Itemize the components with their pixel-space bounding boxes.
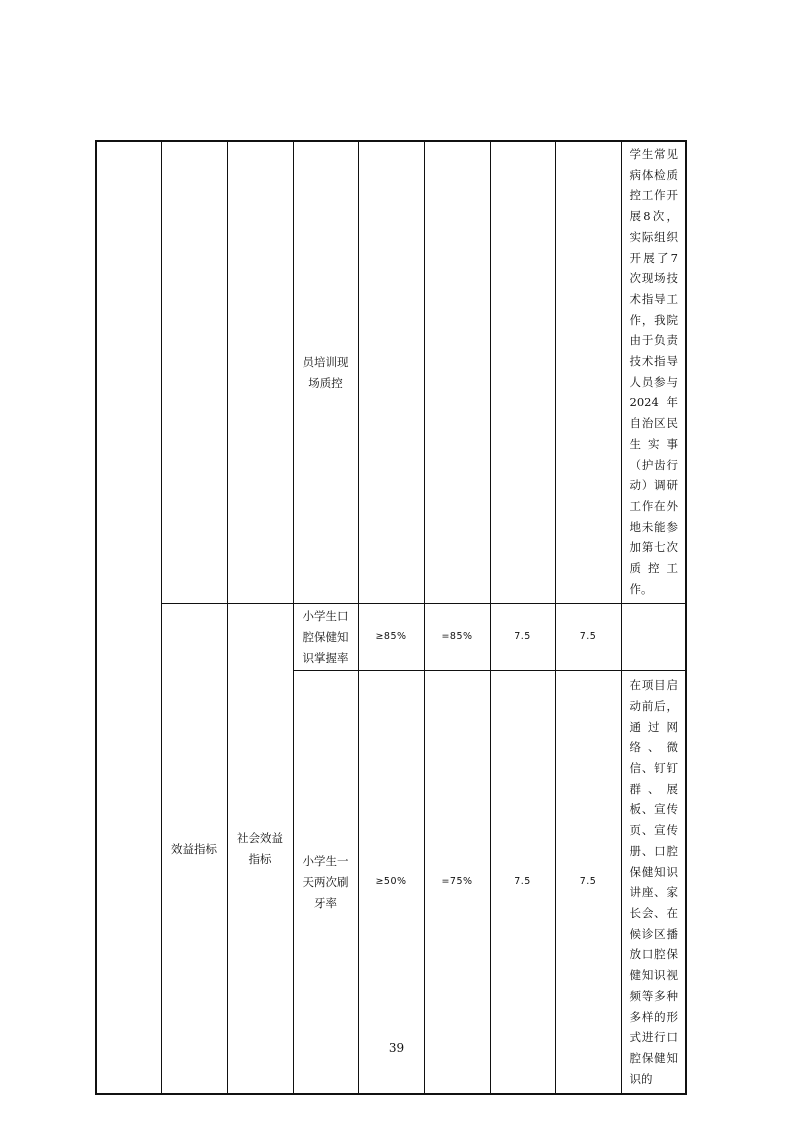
note-cell: 在项目启动前后，通过网络、微信、钉钉群、展板、宣传页、宣传册、口腔保健知识讲座、家长会、在候诊区播放口腔保健知识视频等多种多样的形式进行口腔保健知识的 <box>621 671 686 1095</box>
indicator-cell: 小学生口腔保健知识掌握率 <box>293 604 358 671</box>
note-cell: 学生常见病体检质控工作开展8次，实际组织开展了7次现场技术指导工作，我院由于负责技术指导人员参与2024年自治区民生实事（护齿行动）调研工作在外地未能参加第七次质控工作。 <box>621 141 686 604</box>
table-row <box>96 141 686 604</box>
score-cell: 7.5 <box>555 604 621 671</box>
indicator-cell: 小学生一天两次刷牙率 <box>293 671 358 1095</box>
blank-cell <box>96 141 161 1094</box>
actual-cell: =75% <box>424 671 490 1095</box>
page-number: 39 <box>388 1041 405 1055</box>
target-cell <box>358 141 424 604</box>
table-row <box>96 604 686 671</box>
score-cell <box>555 141 621 604</box>
weight-cell: 7.5 <box>490 671 555 1095</box>
weight-cell: 7.5 <box>490 604 555 671</box>
performance-table <box>95 140 687 1095</box>
target-cell: ≥50% <box>358 671 424 1095</box>
level1-indicator-cell: 效益指标 <box>161 604 227 1094</box>
actual-cell <box>424 141 490 604</box>
blank-cell <box>161 141 227 604</box>
target-cell: ≥85% <box>358 604 424 671</box>
level2-indicator-cell: 社会效益指标 <box>227 604 293 1094</box>
indicator-cell: 员培训现场质控 <box>293 141 358 604</box>
score-cell: 7.5 <box>555 671 621 1095</box>
actual-cell: =85% <box>424 604 490 671</box>
blank-cell <box>227 141 293 604</box>
weight-cell <box>490 141 555 604</box>
note-cell <box>621 604 686 671</box>
